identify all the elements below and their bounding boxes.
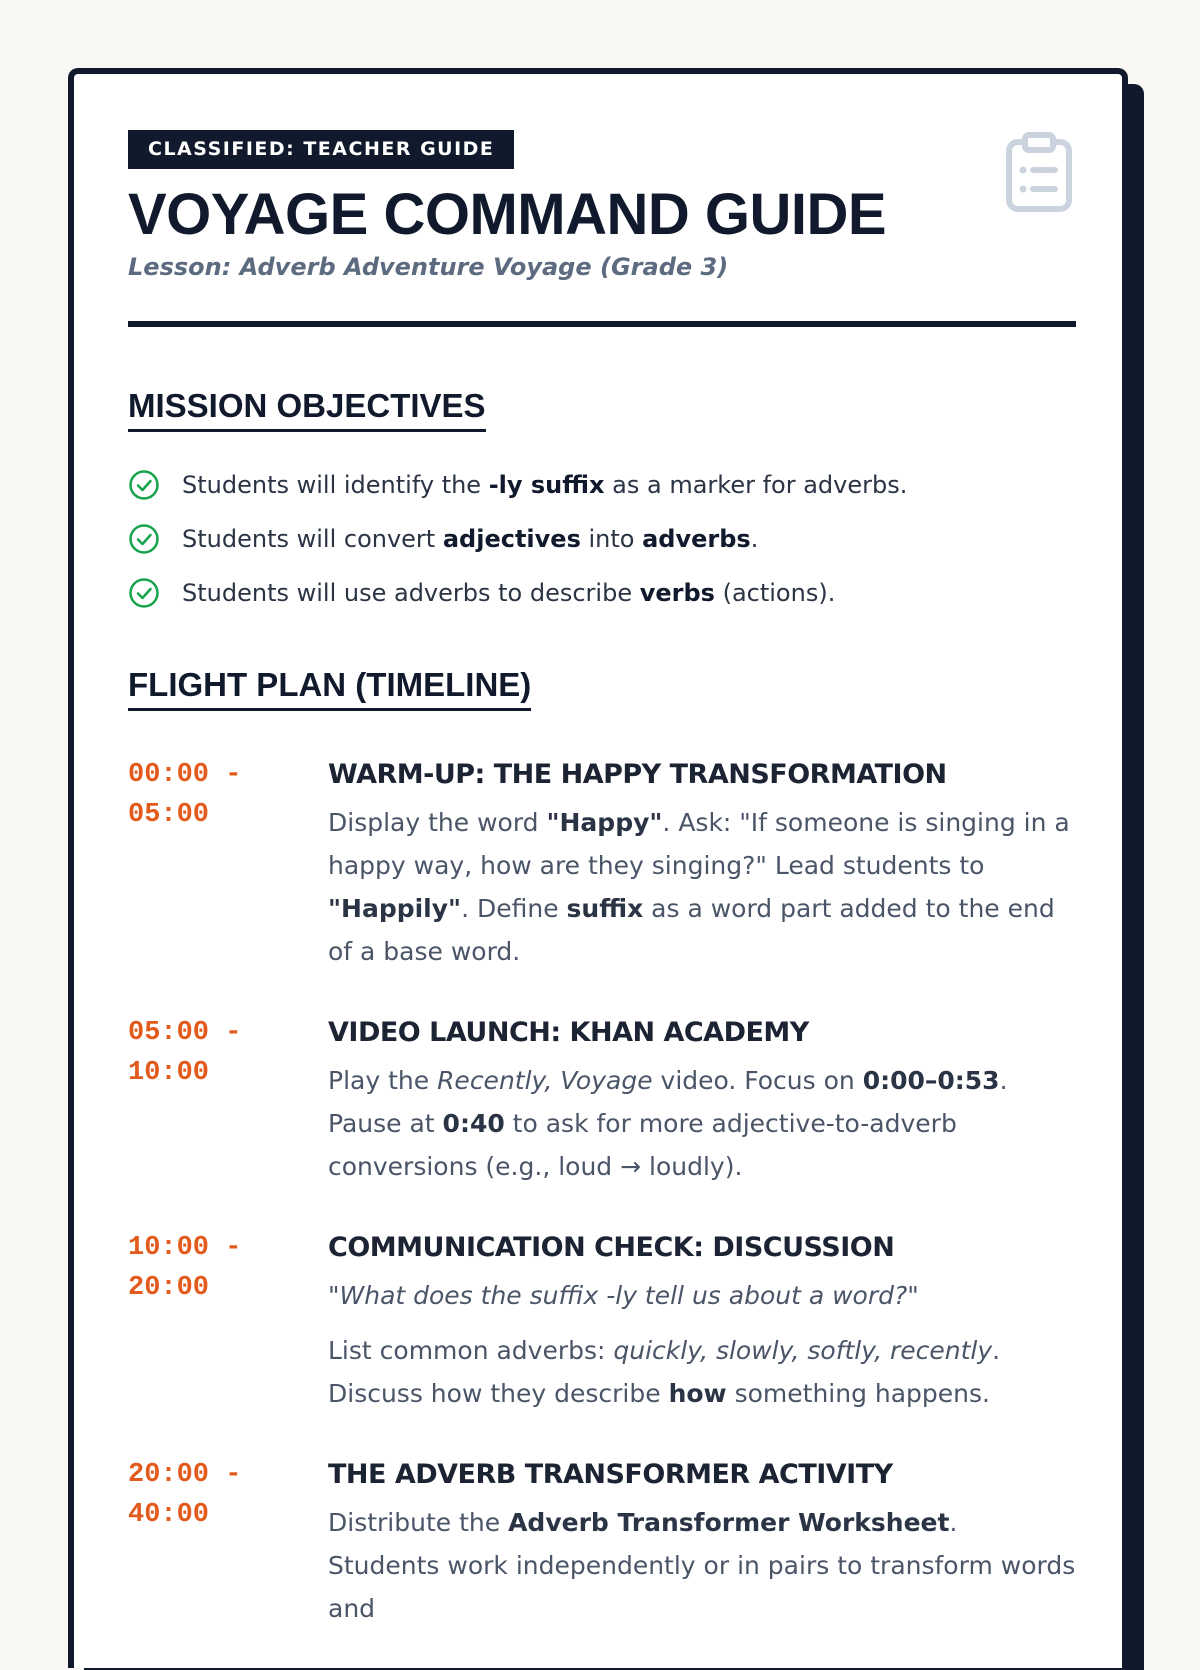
- objective-text: Students will identify the -ly suffix as a marker for adverbs.: [182, 471, 908, 499]
- clipboard-list-icon: [1006, 132, 1072, 212]
- discussion-quote: "What does the suffix -ly tell us about a word?": [328, 1281, 919, 1310]
- timeline-description: Display the word "Happy". Ask: "If someone is singing in a happy way, how are they singing?" Lead students to "Happily". Define suffix as a word part added to the end of a base word.: [328, 808, 1070, 966]
- header-divider: [128, 321, 1076, 327]
- timeline-heading-text: VIDEO LAUNCH: KHAN ACADEMY: [328, 1017, 809, 1048]
- timeline-time: 10:00 - 20:00: [128, 1233, 242, 1303]
- check-circle-icon: [128, 523, 160, 555]
- teacher-guide-card: [68, 68, 1128, 1668]
- timeline-body: [328, 755, 1076, 973]
- objective-item: [128, 566, 1076, 620]
- timeline-body: [328, 1228, 1076, 1415]
- timeline-heading-text: COMMUNICATION CHECK: DISCUSSION: [328, 1232, 895, 1263]
- timeline-item-warm-up: [128, 755, 1076, 973]
- guide-content: [128, 130, 1076, 1670]
- timeline-body: [328, 1455, 1076, 1630]
- timeline-item-video-launch: [128, 1013, 1076, 1188]
- timeline-time: 05:00 - 10:00: [128, 1018, 242, 1088]
- timeline-item-discussion: [128, 1228, 1076, 1415]
- objective-text: Students will use adverbs to describe verbs (actions).: [182, 579, 836, 607]
- check-circle-icon: [128, 469, 160, 501]
- lesson-subtitle: Lesson: Adverb Adventure Voyage (Grade 3): [128, 253, 729, 281]
- timeline-time: 00:00 - 05:00: [128, 760, 242, 830]
- timeline-time: 20:00 - 40:00: [128, 1460, 242, 1530]
- timeline-item-activity: [128, 1455, 1076, 1630]
- timeline-description: List common adverbs: quickly, slowly, softly, recently. Discuss how they describe how something happens.: [328, 1336, 1001, 1408]
- objectives-heading: MISSION OBJECTIVES: [128, 387, 486, 432]
- check-circle-icon: [128, 577, 160, 609]
- objective-item: [128, 458, 1076, 512]
- objective-item: [128, 512, 1076, 566]
- classified-badge: CLASSIFIED: TEACHER GUIDE: [128, 130, 514, 169]
- timeline-heading-text: THE ADVERB TRANSFORMER ACTIVITY: [328, 1459, 893, 1490]
- objectives-list: [128, 458, 1076, 620]
- timeline-description: Distribute the Adverb Transformer Worksheet. Students work independently or in pairs to transform words and: [328, 1508, 1076, 1623]
- timeline-heading-text: WARM-UP: THE HAPPY TRANSFORMATION: [328, 759, 947, 790]
- timeline-description: Play the Recently, Voyage video. Focus on 0:00–0:53. Pause at 0:40 to ask for more adjective-to-adverb conversions (e.g., loud → loudly).: [328, 1066, 1008, 1181]
- page-title: VOYAGE COMMAND GUIDE: [128, 182, 887, 247]
- timeline-body: [328, 1013, 1076, 1188]
- objective-text: Students will convert adjectives into adverbs.: [182, 525, 759, 553]
- timeline-heading: FLIGHT PLAN (TIMELINE): [128, 666, 531, 711]
- timeline: [128, 755, 1076, 1630]
